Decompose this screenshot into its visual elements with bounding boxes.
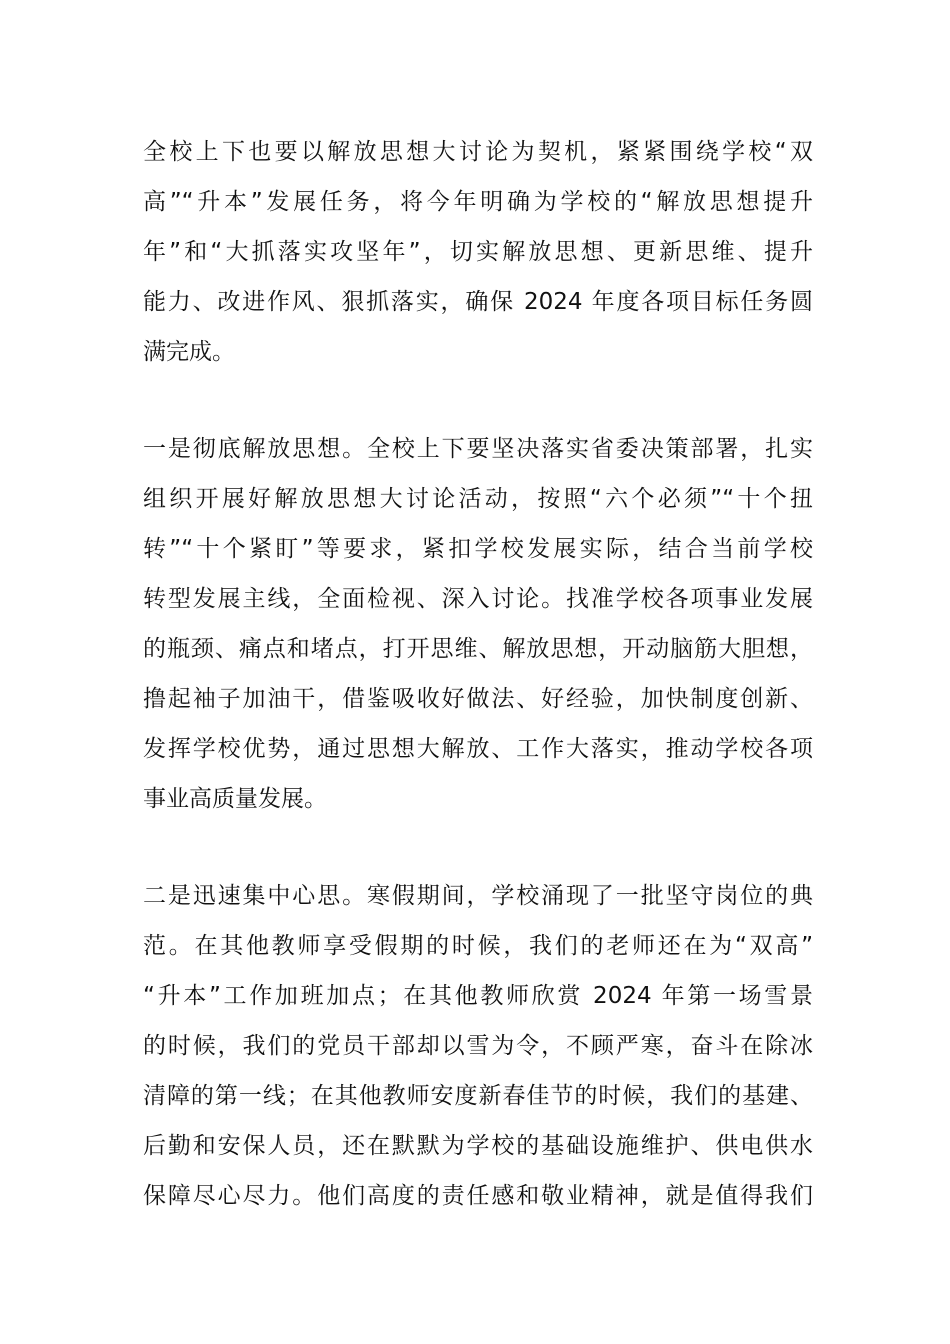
paragraph-line: 后勤和安保人员，还在默默为学校的基础设施维护、供电供水 — [143, 1133, 813, 1159]
paragraph-line: 事业高质量发展。 — [143, 786, 327, 812]
paragraph-line: 二是迅速集中心思。寒假期间，学校涌现了一批坚守岗位的典 — [143, 883, 813, 909]
paragraph-3 — [143, 871, 813, 1221]
paragraph-line: 的瓶颈、痛点和堵点，打开思维、解放思想，开动脑筋大胆想， — [143, 636, 813, 662]
paragraph-line: 范。在其他教师享受假期的时候，我们的老师还在为“双高” — [143, 933, 813, 959]
paragraph-line: 清障的第一线；在其他教师安度新春佳节的时候，我们的基建、 — [143, 1083, 813, 1109]
paragraph-line: 年”和“大抓落实攻坚年”，切实解放思想、更新思维、提升 — [143, 239, 813, 265]
paragraph-2 — [143, 424, 813, 824]
paragraph-1 — [143, 127, 813, 377]
paragraph-line: 一是彻底解放思想。全校上下要坚决落实省委决策部署，扎实 — [143, 436, 813, 462]
paragraph-line: 满完成。 — [143, 339, 235, 365]
paragraph-line: 转”“十个紧盯”等要求，紧扣学校发展实际，结合当前学校 — [143, 536, 813, 562]
paragraph-line: “升本”工作加班加点；在其他教师欣赏 2024 年第一场雪景 — [143, 983, 813, 1009]
paragraph-line: 的时候，我们的党员干部却以雪为令，不顾严寒，奋斗在除冰 — [143, 1033, 813, 1059]
paragraph-line: 撸起袖子加油干，借鉴吸收好做法、好经验，加快制度创新、 — [143, 686, 813, 712]
paragraph-line: 能力、改进作风、狠抓落实，确保 2024 年度各项目标任务圆 — [143, 289, 813, 315]
paragraph-line: 发挥学校优势，通过思想大解放、工作大落实，推动学校各项 — [143, 736, 813, 762]
paragraph-line: 转型发展主线，全面检视、深入讨论。找准学校各项事业发展 — [143, 586, 813, 612]
paragraph-line: 保障尽心尽力。他们高度的责任感和敬业精神，就是值得我们 — [143, 1183, 813, 1209]
paragraph-line: 全校上下也要以解放思想大讨论为契机，紧紧围绕学校“双 — [143, 139, 813, 165]
paragraph-line: 组织开展好解放思想大讨论活动，按照“六个必须”“十个扭 — [143, 486, 813, 512]
paragraph-line: 高”“升本”发展任务，将今年明确为学校的“解放思想提升 — [143, 189, 813, 215]
